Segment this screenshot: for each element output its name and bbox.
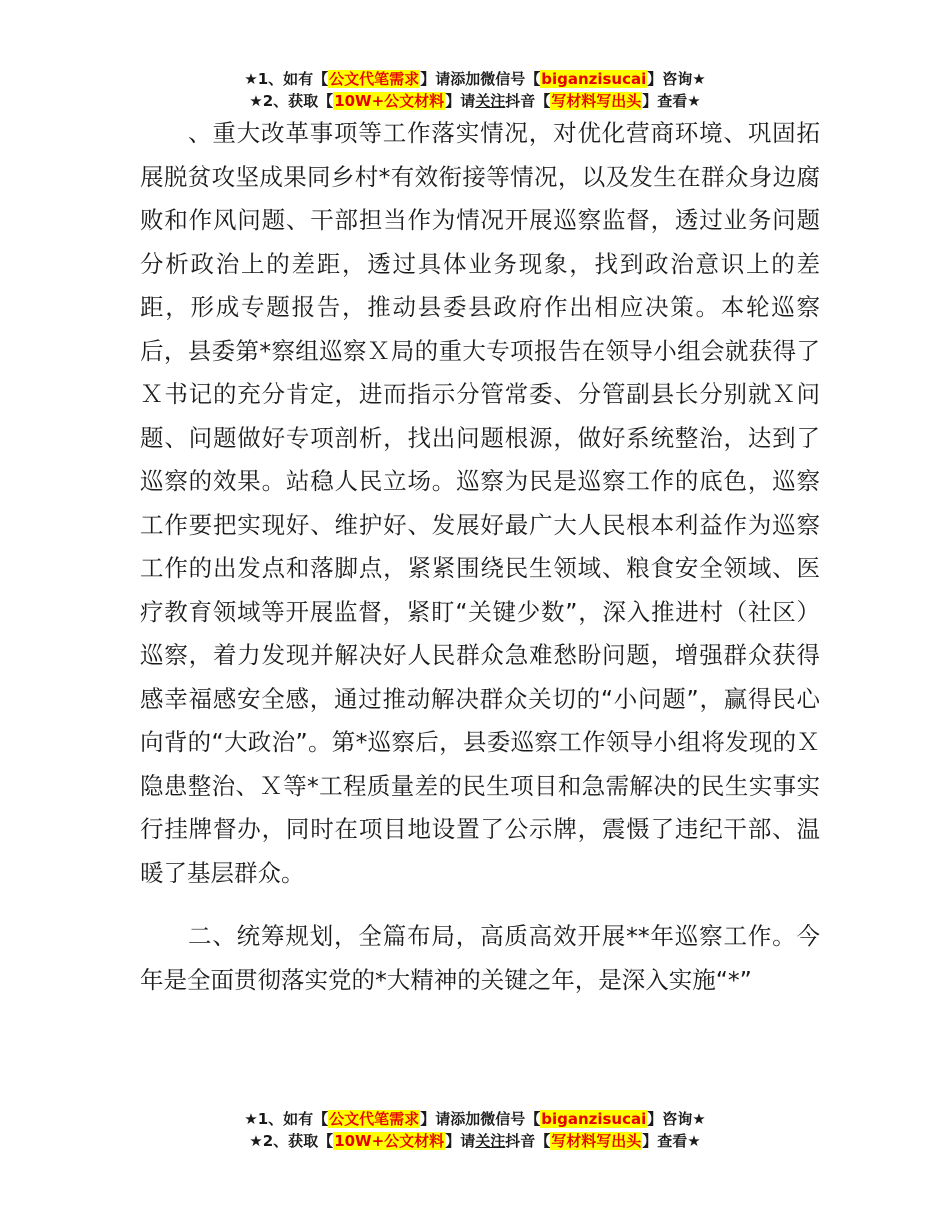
banner-text: ★1、如有【 <box>244 1110 329 1128</box>
banner-text: 】查看★ <box>642 92 701 110</box>
banner-highlight: 10W+公文材料 <box>334 92 445 110</box>
banner-highlight: biganzisucai <box>541 70 647 88</box>
banner-text: 】请添加微信号【 <box>420 70 541 88</box>
banner-underlined: 关注 <box>475 1132 506 1150</box>
banner-highlight: biganzisucai <box>541 1110 647 1128</box>
banner-highlight: 公文代笔需求 <box>329 1110 420 1128</box>
banner-text: 】查看★ <box>642 1132 701 1150</box>
banner-text: 】咨询★ <box>647 70 706 88</box>
paragraph: 、重大改革事项等工作落实情况，对优化营商环境、巩固拓展脱贫攻坚成果同乡村*有效衔接等情况，以及发生在群众身边腐败和作风问题、干部担当作为情况开展巡察监督，透过业务问题分析政治上的差距，透过具体业务现象，找到政治意识上的差距，形成专题报告，推动县委县政府作出相应决策。本轮巡察后，县委第*察组巡察Ｘ局的重大专项报告在领导小组会就获得了Ｘ书记的充分肯定，进而指示分管常委、分管副县长分别就Ｘ问题、问题做好专项剖析，找出问题根源，做好系统整治，达到了巡察的效果。站稳人民立场。巡察为民是巡察工作的底色，巡察工作要把实现好、维护好、发展好最广大人民根本利益作为巡察工作的出发点和落脚点，紧紧围绕民生领域、粮食安全领域、医疗教育领域等开展监督，紧盯“关键少数”，深入推进村（社区）巡察，着力发现并解决好人民群众急难愁盼问题，增强群众获得感幸福感安全感，通过推动解决群众关切的“小问题”，赢得民心向背的“大政治”。第*巡察后，县委巡察工作领导小组将发现的Ｘ隐患整治、Ｘ等*工程质量差的民生项目和急需解决的民生实事实行挂牌督办，同时在项目地设置了公示牌，震慑了违纪干部、温暖了基层群众。 <box>140 119 820 887</box>
banner-text: 】请 <box>445 1132 476 1150</box>
banner-line-1 <box>0 68 950 90</box>
banner-highlight: 写材料写出头 <box>551 92 642 110</box>
document-body <box>140 112 820 1002</box>
banner-text: ★2、获取【 <box>249 1132 334 1150</box>
paragraph: 二、统筹规划，全篇布局，高质高效开展**年巡察工作。今年是全面贯彻落实党的*大精神的关键之年，是深入实施“*” <box>140 922 820 994</box>
banner-text: 】咨询★ <box>647 1110 706 1128</box>
banner-text: ★2、获取【 <box>249 92 334 110</box>
banner-line-2 <box>0 1130 950 1152</box>
bottom-banner <box>0 1108 950 1152</box>
banner-underlined: 关注 <box>475 92 506 110</box>
banner-text: 抖音【 <box>505 92 551 110</box>
banner-highlight: 10W+公文材料 <box>334 1132 445 1150</box>
banner-text: ★1、如有【 <box>244 70 329 88</box>
banner-line-1 <box>0 1108 950 1130</box>
top-banner <box>0 68 950 112</box>
banner-text: 】请添加微信号【 <box>420 1110 541 1128</box>
banner-text: 】请 <box>445 92 476 110</box>
banner-highlight: 公文代笔需求 <box>329 70 420 88</box>
banner-text: 抖音【 <box>505 1132 551 1150</box>
banner-line-2 <box>0 90 950 112</box>
banner-highlight: 写材料写出头 <box>551 1132 642 1150</box>
